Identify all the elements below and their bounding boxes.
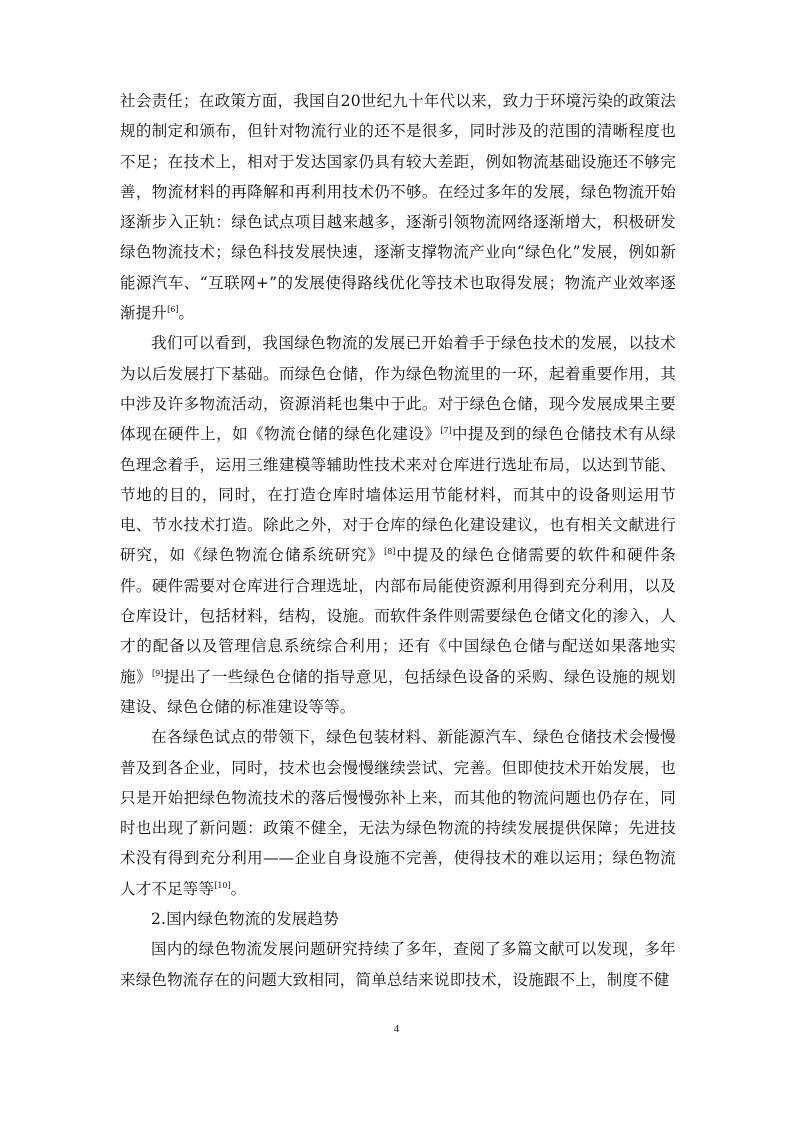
section-heading [120, 904, 676, 934]
document-body [120, 86, 676, 995]
citation-9: [9] [152, 668, 164, 678]
paragraph-text: 在各绿色试点的带领下，绿色包装材料、新能源汽车、绿色仓储技术会慢慢普及到各企业，同时，技术也会慢慢继续尝试、完善。但即使技术开始发展，也只是开始把绿色物流技术的落后慢慢弥补上来，而其他的物流问题也仍存在，同时也出现了新问题：政策不健全，无法为绿色物流的持续发展提供保障；先进技术没有得到充分利用——企业自身设施不完善，使得技术的难以运用；绿色物流人才不足等等 [120, 728, 676, 898]
paragraph-green-warehousing [120, 328, 676, 722]
citation-6: [6] [167, 304, 179, 314]
paragraph-text: 社会责任；在政策方面，我国自20世纪九十年代以来，致力于环境污染的政策法规的制定和颁布，但针对物流行业的还不是很多，同时涉及的范围的清晰程度也不足；在技术上，相对于发达国家仍具有较大差距，例如物流基础设施还不够完善，物流材料的再降解和再利用技术仍不够。在经过多年的发展，绿色物流开始逐渐步入正轨：绿色试点项目越来越多，逐渐引领物流网络逐渐增大，积极研发绿色物流技术；绿色科技发展快速，逐渐支撑物流产业向“绿色化”发展，例如新能源汽车、“互联网+”的发展使得路线优化等技术也取得发展；物流产业效率逐渐提升 [120, 92, 676, 323]
paragraph-text: 中提及的绿色仓储需要的软件和硬件条件。硬件需要对仓库进行合理选址，内部布局能使资源利用得到充分利用，以及仓库设计，包括材料，结构，设施。而软件条件则需要绿色仓储文化的渗入，人才的配备以及管理信息系统综合利用；还有《中国绿色仓储与配送如果落地实施》 [120, 546, 676, 686]
heading-text: 2.国内绿色物流的发展趋势 [151, 910, 339, 929]
paragraph-pilot-programs [120, 722, 676, 904]
paragraph-text: 提出了一些绿色仓储的指导意见，包括绿色设备的采购、绿色设施的规划建设、绿色仓储的标准建设等等。 [120, 667, 676, 716]
citation-10: [10] [214, 880, 231, 890]
paragraph-development-trend [120, 934, 676, 995]
page-number: 4 [393, 1023, 400, 1035]
paragraph-text: 中提及到的绿色仓储技术有从绿色理念着手，运用三维建模等辅助性技术来对仓库进行选址布局，以达到节能、节地的目的，同时，在打造仓库时墙体运用节能材料，而其中的设备则运用节电、节水技术打造。除此之外，对于仓库的绿色化建设建议，也有相关文献进行研究，如《绿色物流仓储系统研究》 [120, 425, 676, 565]
paragraph-social-responsibility [120, 86, 676, 328]
paragraph-text: 国内的绿色物流发展问题研究持续了多年，查阅了多篇文献可以发现，多年来绿色物流存在的问题大致相同，简单总结来说即技术，设施跟不上，制度不健 [120, 940, 676, 989]
paragraph-text: 我们可以看到，我国绿色物流的发展已开始着手于绿色技术的发展，以技术为以后发展打下基础。而绿色仓储，作为绿色物流里的一环，起着重要作用，其中涉及许多物流活动，资源消耗也集中于此。对于绿色仓储，现今发展成果主要体现在硬件上，如《物流仓储的绿色化建设》 [120, 334, 676, 444]
paragraph-text: 。 [230, 879, 247, 898]
citation-8: [8] [384, 547, 396, 557]
citation-7: [7] [440, 426, 452, 436]
paragraph-text: 。 [178, 304, 195, 323]
